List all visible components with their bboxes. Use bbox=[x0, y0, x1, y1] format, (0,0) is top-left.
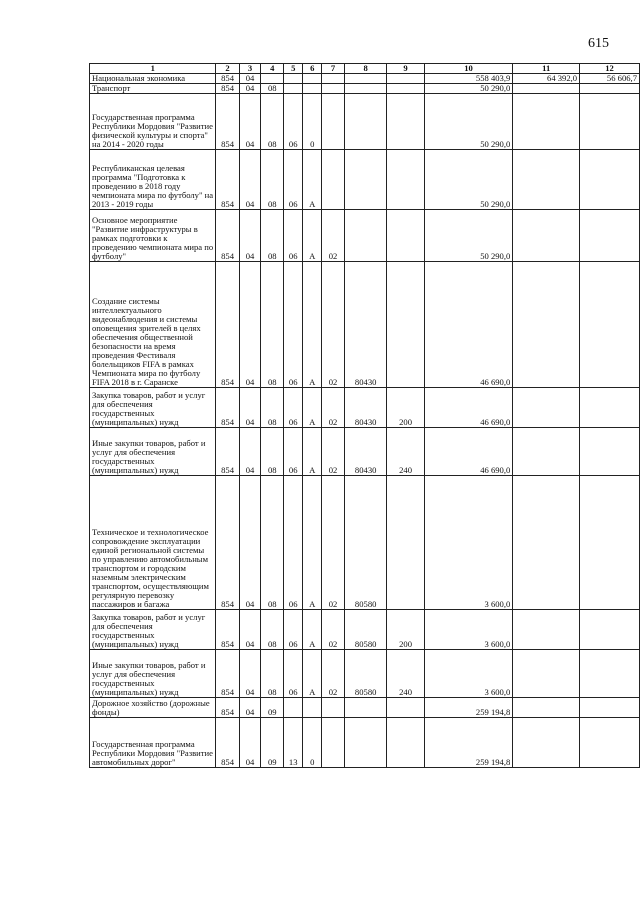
code-cell bbox=[322, 718, 345, 768]
code-cell bbox=[344, 94, 387, 150]
code-cell: 02 bbox=[322, 650, 345, 698]
code-cell: А bbox=[303, 262, 322, 388]
code-cell: 13 bbox=[284, 718, 303, 768]
code-cell: 06 bbox=[284, 94, 303, 150]
code-cell bbox=[344, 698, 387, 718]
code-cell: 06 bbox=[284, 388, 303, 428]
row-name: Создание системы интеллектуального видеонаблюдения и системы оповещения зрителей в целях обеспечения общественной безопасности на время проведения Фестиваля болельщиков FIFA в рамках Чемпионата мира по футболу FIFA 2018 в г. Саранске bbox=[90, 262, 216, 388]
amount-cell bbox=[580, 698, 640, 718]
amount-cell: 64 392,0 bbox=[513, 74, 580, 84]
column-header: 1 bbox=[90, 64, 216, 74]
amount-cell: 46 690,0 bbox=[424, 428, 513, 476]
table-row bbox=[90, 150, 640, 210]
code-cell: 08 bbox=[261, 262, 284, 388]
code-cell bbox=[322, 698, 345, 718]
code-cell bbox=[387, 698, 424, 718]
code-cell: 08 bbox=[261, 388, 284, 428]
code-cell: 854 bbox=[216, 698, 239, 718]
code-cell: 854 bbox=[216, 388, 239, 428]
code-cell: 06 bbox=[284, 476, 303, 610]
code-cell bbox=[387, 94, 424, 150]
code-cell: 854 bbox=[216, 94, 239, 150]
column-header: 4 bbox=[261, 64, 284, 74]
amount-cell: 259 194,8 bbox=[424, 718, 513, 768]
amount-cell bbox=[580, 476, 640, 610]
code-cell: 80430 bbox=[344, 388, 387, 428]
row-name: Государственная программа Республики Мордовия "Развитие автомобильных дорог" bbox=[90, 718, 216, 768]
code-cell bbox=[322, 74, 345, 84]
code-cell: 200 bbox=[387, 388, 424, 428]
table-row bbox=[90, 698, 640, 718]
column-header: 12 bbox=[580, 64, 640, 74]
code-cell: А bbox=[303, 150, 322, 210]
code-cell: 04 bbox=[239, 150, 261, 210]
code-cell bbox=[344, 74, 387, 84]
code-cell: А bbox=[303, 388, 322, 428]
amount-cell bbox=[513, 476, 580, 610]
column-header: 7 bbox=[322, 64, 345, 74]
code-cell: 854 bbox=[216, 610, 239, 650]
row-name: Иные закупки товаров, работ и услуг для обеспечения государственных (муниципальных) нужд bbox=[90, 428, 216, 476]
page-number: 615 bbox=[588, 36, 609, 51]
code-cell: 06 bbox=[284, 650, 303, 698]
row-name: Дорожное хозяйство (дорожные фонды) bbox=[90, 698, 216, 718]
amount-cell: 259 194,8 bbox=[424, 698, 513, 718]
code-cell: 08 bbox=[261, 210, 284, 262]
code-cell bbox=[387, 262, 424, 388]
code-cell: 06 bbox=[284, 210, 303, 262]
code-cell: 854 bbox=[216, 262, 239, 388]
code-cell bbox=[303, 74, 322, 84]
code-cell: 04 bbox=[239, 94, 261, 150]
amount-cell bbox=[513, 150, 580, 210]
amount-cell: 50 290,0 bbox=[424, 210, 513, 262]
code-cell bbox=[322, 84, 345, 94]
amount-cell: 50 290,0 bbox=[424, 84, 513, 94]
amount-cell bbox=[513, 650, 580, 698]
code-cell bbox=[344, 84, 387, 94]
row-name: Национальная экономика bbox=[90, 74, 216, 84]
amount-cell bbox=[513, 610, 580, 650]
column-header: 11 bbox=[513, 64, 580, 74]
code-cell: 854 bbox=[216, 150, 239, 210]
column-header: 5 bbox=[284, 64, 303, 74]
code-cell: 04 bbox=[239, 388, 261, 428]
code-cell: 854 bbox=[216, 718, 239, 768]
amount-cell: 46 690,0 bbox=[424, 262, 513, 388]
amount-cell bbox=[513, 428, 580, 476]
code-cell: 80430 bbox=[344, 262, 387, 388]
code-cell bbox=[387, 74, 424, 84]
amount-cell bbox=[580, 262, 640, 388]
amount-cell bbox=[580, 94, 640, 150]
amount-cell bbox=[580, 650, 640, 698]
code-cell: 08 bbox=[261, 428, 284, 476]
code-cell: 854 bbox=[216, 650, 239, 698]
amount-cell bbox=[513, 718, 580, 768]
code-cell: 02 bbox=[322, 210, 345, 262]
code-cell: 04 bbox=[239, 262, 261, 388]
budget-table bbox=[89, 63, 640, 768]
code-cell: 08 bbox=[261, 610, 284, 650]
amount-cell bbox=[580, 388, 640, 428]
amount-cell bbox=[580, 718, 640, 768]
amount-cell bbox=[513, 388, 580, 428]
code-cell: А bbox=[303, 428, 322, 476]
table-row bbox=[90, 388, 640, 428]
code-cell: 06 bbox=[284, 610, 303, 650]
row-name: Иные закупки товаров, работ и услуг для обеспечения государственных (муниципальных) нужд bbox=[90, 650, 216, 698]
amount-cell: 558 403,9 bbox=[424, 74, 513, 84]
code-cell: А bbox=[303, 610, 322, 650]
amount-cell bbox=[580, 428, 640, 476]
code-cell: 80580 bbox=[344, 650, 387, 698]
code-cell bbox=[284, 74, 303, 84]
code-cell: 240 bbox=[387, 428, 424, 476]
column-header: 3 bbox=[239, 64, 261, 74]
amount-cell: 3 600,0 bbox=[424, 650, 513, 698]
code-cell bbox=[284, 84, 303, 94]
code-cell: 80580 bbox=[344, 610, 387, 650]
amount-cell bbox=[580, 84, 640, 94]
code-cell: 04 bbox=[239, 610, 261, 650]
column-header: 10 bbox=[424, 64, 513, 74]
code-cell: 04 bbox=[239, 698, 261, 718]
amount-cell bbox=[513, 698, 580, 718]
amount-cell: 3 600,0 bbox=[424, 476, 513, 610]
amount-cell bbox=[513, 210, 580, 262]
code-cell: 80580 bbox=[344, 476, 387, 610]
code-cell: 854 bbox=[216, 74, 239, 84]
table-row bbox=[90, 262, 640, 388]
table-row bbox=[90, 84, 640, 94]
row-name: Закупка товаров, работ и услуг для обеспечения государственных (муниципальных) нужд bbox=[90, 388, 216, 428]
code-cell bbox=[387, 150, 424, 210]
header-row bbox=[90, 64, 640, 74]
code-cell: 04 bbox=[239, 84, 261, 94]
code-cell: 08 bbox=[261, 476, 284, 610]
code-cell: А bbox=[303, 210, 322, 262]
amount-cell bbox=[513, 94, 580, 150]
amount-cell bbox=[513, 262, 580, 388]
amount-cell: 46 690,0 bbox=[424, 388, 513, 428]
row-name: Государственная программа Республики Мордовия "Развитие физической культуры и спорта" на 2014 - 2020 годы bbox=[90, 94, 216, 150]
row-name: Основное мероприятие "Развитие инфраструктуры в рамках подготовки к проведению чемпионата мира по футболу" bbox=[90, 210, 216, 262]
code-cell: 854 bbox=[216, 428, 239, 476]
code-cell: 240 bbox=[387, 650, 424, 698]
code-cell: 06 bbox=[284, 262, 303, 388]
row-name: Закупка товаров, работ и услуг для обеспечения государственных (муниципальных) нужд bbox=[90, 610, 216, 650]
table-row bbox=[90, 650, 640, 698]
table-row bbox=[90, 210, 640, 262]
amount-cell bbox=[513, 84, 580, 94]
code-cell: 02 bbox=[322, 476, 345, 610]
code-cell: 04 bbox=[239, 650, 261, 698]
table-row bbox=[90, 610, 640, 650]
code-cell: 09 bbox=[261, 718, 284, 768]
code-cell: 0 bbox=[303, 94, 322, 150]
code-cell bbox=[387, 476, 424, 610]
code-cell: 04 bbox=[239, 428, 261, 476]
code-cell bbox=[303, 84, 322, 94]
amount-cell bbox=[580, 150, 640, 210]
code-cell: А bbox=[303, 650, 322, 698]
code-cell: 09 bbox=[261, 698, 284, 718]
code-cell bbox=[322, 150, 345, 210]
row-name: Транспорт bbox=[90, 84, 216, 94]
amount-cell: 3 600,0 bbox=[424, 610, 513, 650]
code-cell: 02 bbox=[322, 262, 345, 388]
code-cell: 08 bbox=[261, 84, 284, 94]
code-cell: 854 bbox=[216, 84, 239, 94]
table-row bbox=[90, 94, 640, 150]
code-cell: 06 bbox=[284, 428, 303, 476]
amount-cell bbox=[580, 210, 640, 262]
code-cell: 04 bbox=[239, 476, 261, 610]
code-cell: 08 bbox=[261, 150, 284, 210]
code-cell: А bbox=[303, 476, 322, 610]
code-cell bbox=[303, 698, 322, 718]
code-cell: 06 bbox=[284, 150, 303, 210]
row-name: Техническое и технологическое сопровождение эксплуатации единой региональной системы по управлению автомобильным транспортом и городским наземным электрическим транспортом, осуществляющим регулярную перевозку пассажиров и багажа bbox=[90, 476, 216, 610]
code-cell bbox=[387, 84, 424, 94]
code-cell: 02 bbox=[322, 610, 345, 650]
table-row bbox=[90, 476, 640, 610]
code-cell: 200 bbox=[387, 610, 424, 650]
amount-cell: 56 606,7 bbox=[580, 74, 640, 84]
code-cell bbox=[322, 94, 345, 150]
code-cell: 0 bbox=[303, 718, 322, 768]
code-cell bbox=[387, 210, 424, 262]
code-cell: 80430 bbox=[344, 428, 387, 476]
column-header: 6 bbox=[303, 64, 322, 74]
code-cell: 04 bbox=[239, 210, 261, 262]
amount-cell bbox=[580, 610, 640, 650]
table-row bbox=[90, 74, 640, 84]
code-cell: 08 bbox=[261, 650, 284, 698]
column-header: 8 bbox=[344, 64, 387, 74]
code-cell: 04 bbox=[239, 718, 261, 768]
code-cell: 854 bbox=[216, 476, 239, 610]
column-header: 9 bbox=[387, 64, 424, 74]
amount-cell: 50 290,0 bbox=[424, 94, 513, 150]
row-name: Республиканская целевая программа "Подготовка к проведению в 2018 году чемпионата мира по футболу" на 2013 - 2019 годы bbox=[90, 150, 216, 210]
table-row bbox=[90, 428, 640, 476]
code-cell: 02 bbox=[322, 428, 345, 476]
column-header: 2 bbox=[216, 64, 239, 74]
amount-cell: 50 290,0 bbox=[424, 150, 513, 210]
code-cell: 854 bbox=[216, 210, 239, 262]
code-cell: 08 bbox=[261, 94, 284, 150]
code-cell bbox=[387, 718, 424, 768]
code-cell bbox=[284, 698, 303, 718]
code-cell bbox=[344, 718, 387, 768]
code-cell bbox=[261, 74, 284, 84]
code-cell bbox=[344, 150, 387, 210]
code-cell bbox=[344, 210, 387, 262]
table-row bbox=[90, 718, 640, 768]
code-cell: 02 bbox=[322, 388, 345, 428]
code-cell: 04 bbox=[239, 74, 261, 84]
